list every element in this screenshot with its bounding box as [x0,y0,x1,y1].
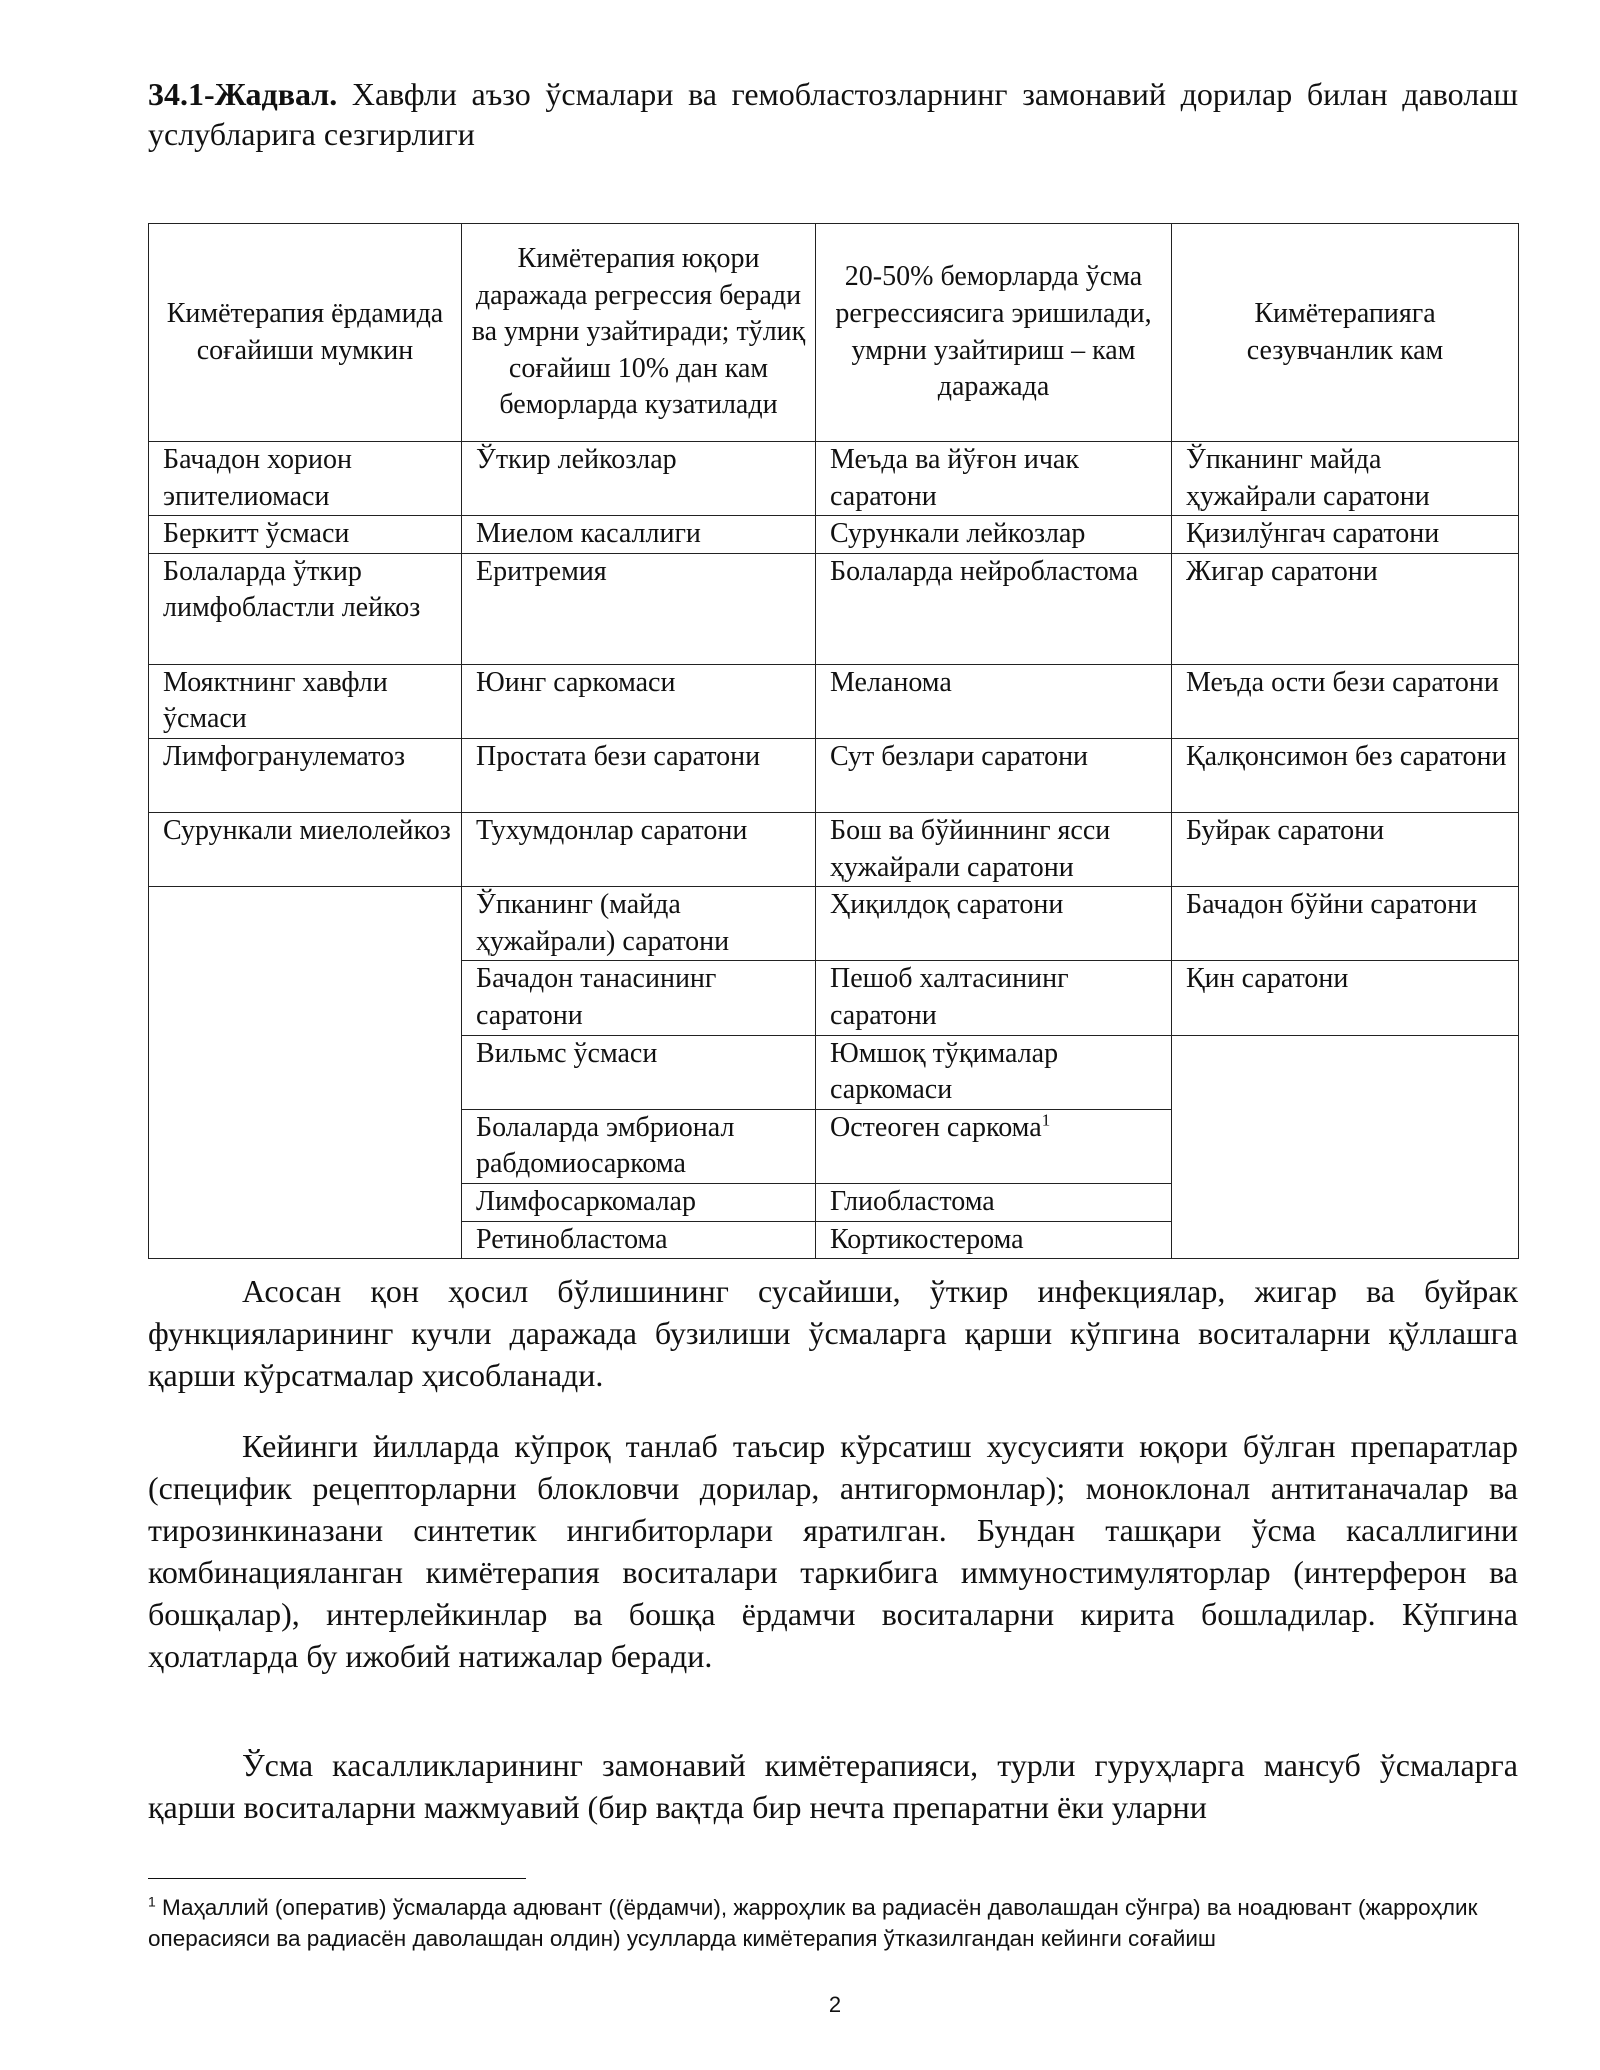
footnote [148,1892,1518,1954]
table-row [149,516,1519,554]
table-cell: Простата бези саратони [462,738,816,812]
footnote-mark: 1 [148,1893,156,1910]
body-paragraph: Кейинги йилларда кўпроқ танлаб таъсир кўрсатиш хусусияти юқори бўлган препаратлар (специфик рецепторларни блокловчи дорилар, антигормонлар); моноклонал антитаначалар ва тирозинкиназани синтетик ингибиторлари яратилган. Бундан ташқари ўсма касаллигини комбинацияланган кимётерапия воситалари таркибига иммуностимуляторлар (интерферон ва бошқалар), интерлейкинлар ва бошқа ёрдамчи воситаларни кирита бошладилар. Кўпгина ҳолатларда бу ижобий натижалар беради. [148,1428,1518,1674]
table-cell: Буйрак саратони [1172,812,1519,886]
table-header-cell: 20-50% беморларда ўсма регрессиясига эришилади, умрни узайтириш – кам даражада [816,224,1172,442]
footnote-text: Маҳаллий (оператив) ўсмаларда адювант ((ёрдамчи), жарроҳлик ва радиасён даволашдан сўнгра) ва ноадювант (жарроҳлик операсияси ва радиасён даволашдан олдин) усулларда кимётерапия ўтказилгандан кейинги соғайиш [148,1895,1478,1951]
page-number: 2 [828,1992,842,2017]
table-row [149,664,1519,738]
table-header-row [149,224,1519,442]
table-cell: Жигар саратони [1172,553,1519,664]
table-cell: Лимфогранулематоз [149,738,462,812]
table-cell: Миелом касаллиги [462,516,816,554]
table-cell: Ўпканинг майда ҳужайрали саратони [1172,442,1519,516]
table-cell: Пешоб халтасининг саратони [816,961,1172,1035]
table-cell: Вильмс ўсмаси [462,1035,816,1109]
footnote-separator [148,1878,526,1879]
table-cell: Мояктнинг хавфли ўсмаси [149,664,462,738]
table-cell: Қизилўнгач саратони [1172,516,1519,554]
table-cell: Юинг саркомаси [462,664,816,738]
table-cell: Беркитт ўсмаси [149,516,462,554]
table-row [149,887,1519,961]
table-caption-label: 34.1-Жадвал. [148,76,338,112]
table-cell: Бачадон бўйни саратони [1172,887,1519,961]
table-cell [816,1109,1172,1183]
body-paragraph: Асосан қон ҳосил бўлишининг сусайиши, ўткир инфекциялар, жигар ва буйрак функцияларининг кучли даражада бузилиши ўсмаларга қарши кўпгина воситаларни қўллашга қарши кўрсатмалар ҳисобланади. [148,1273,1518,1393]
table-caption [148,74,1518,154]
table-row [149,553,1519,664]
table-cell: Қалқонсимон без саратони [1172,738,1519,812]
table-cell: Кортикостерома [816,1221,1172,1259]
table-cell: Болаларда эмбрионал рабдомиосаркома [462,1109,816,1183]
table-cell: Сут безлари саратони [816,738,1172,812]
table-cell: Ўпканинг (майда ҳужайрали) саратони [462,887,816,961]
table-cell: Ҳиқилдоқ саратони [816,887,1172,961]
table-cell: Еритремия [462,553,816,664]
table-cell: Лимфосаркомалар [462,1183,816,1221]
table-cell-empty [149,887,462,1259]
table-caption-text: Хавфли аъзо ўсмалари ва гемобластозларнинг замонавий дорилар билан даволаш услубларига сезгирлиги [148,76,1518,152]
table-header-cell: Кимётерапия юқори даражада регрессия беради ва умрни узайтиради; тўлиқ соғайиш 10% дан кам беморларда кузатилади [462,224,816,442]
table-cell: Меланома [816,664,1172,738]
sensitivity-table [148,223,1519,1259]
table-cell: Меъда ости бези саратони [1172,664,1519,738]
table-cell: Сурункали миелолейкоз [149,812,462,886]
table-cell: Бачадон танасининг саратони [462,961,816,1035]
table-cell: Бачадон хорион эпителиомаси [149,442,462,516]
table-row [149,442,1519,516]
table-cell: Болаларда ўткир лимфобластли лейкоз [149,553,462,664]
table-cell: Меъда ва йўғон ичак саратони [816,442,1172,516]
table-cell: Ўткир лейкозлар [462,442,816,516]
table-cell: Ретинобластома [462,1221,816,1259]
table-row [149,812,1519,886]
table-row [149,738,1519,812]
table-cell: Бош ва бўйиннинг ясси ҳужайрали саратони [816,812,1172,886]
table-cell: Тухумдонлар саратони [462,812,816,886]
footnote-reference: 1 [1041,1110,1051,1130]
table-header-cell: Кимётерапия ёрдамида соғайиши мумкин [149,224,462,442]
table-header-cell: Кимётерапияга сезувчанлик кам [1172,224,1519,442]
table-cell: Болаларда нейробластома [816,553,1172,664]
body-paragraph: Ўсма касалликларининг замонавий кимётерапияси, турли гуруҳларга мансуб ўсмаларга қарши воситаларни мажмуавий (бир вақтда бир нечта препаратни ёки уларни [148,1747,1518,1825]
table-cell: Сурункали лейкозлар [816,516,1172,554]
table-cell: Қин саратони [1172,961,1519,1035]
table-cell-text: Остеоген саркома [830,1111,1042,1143]
table-cell-empty [1172,1035,1519,1259]
table-cell: Глиобластома [816,1183,1172,1221]
table-cell: Юмшоқ тўқималар саркомаси [816,1035,1172,1109]
